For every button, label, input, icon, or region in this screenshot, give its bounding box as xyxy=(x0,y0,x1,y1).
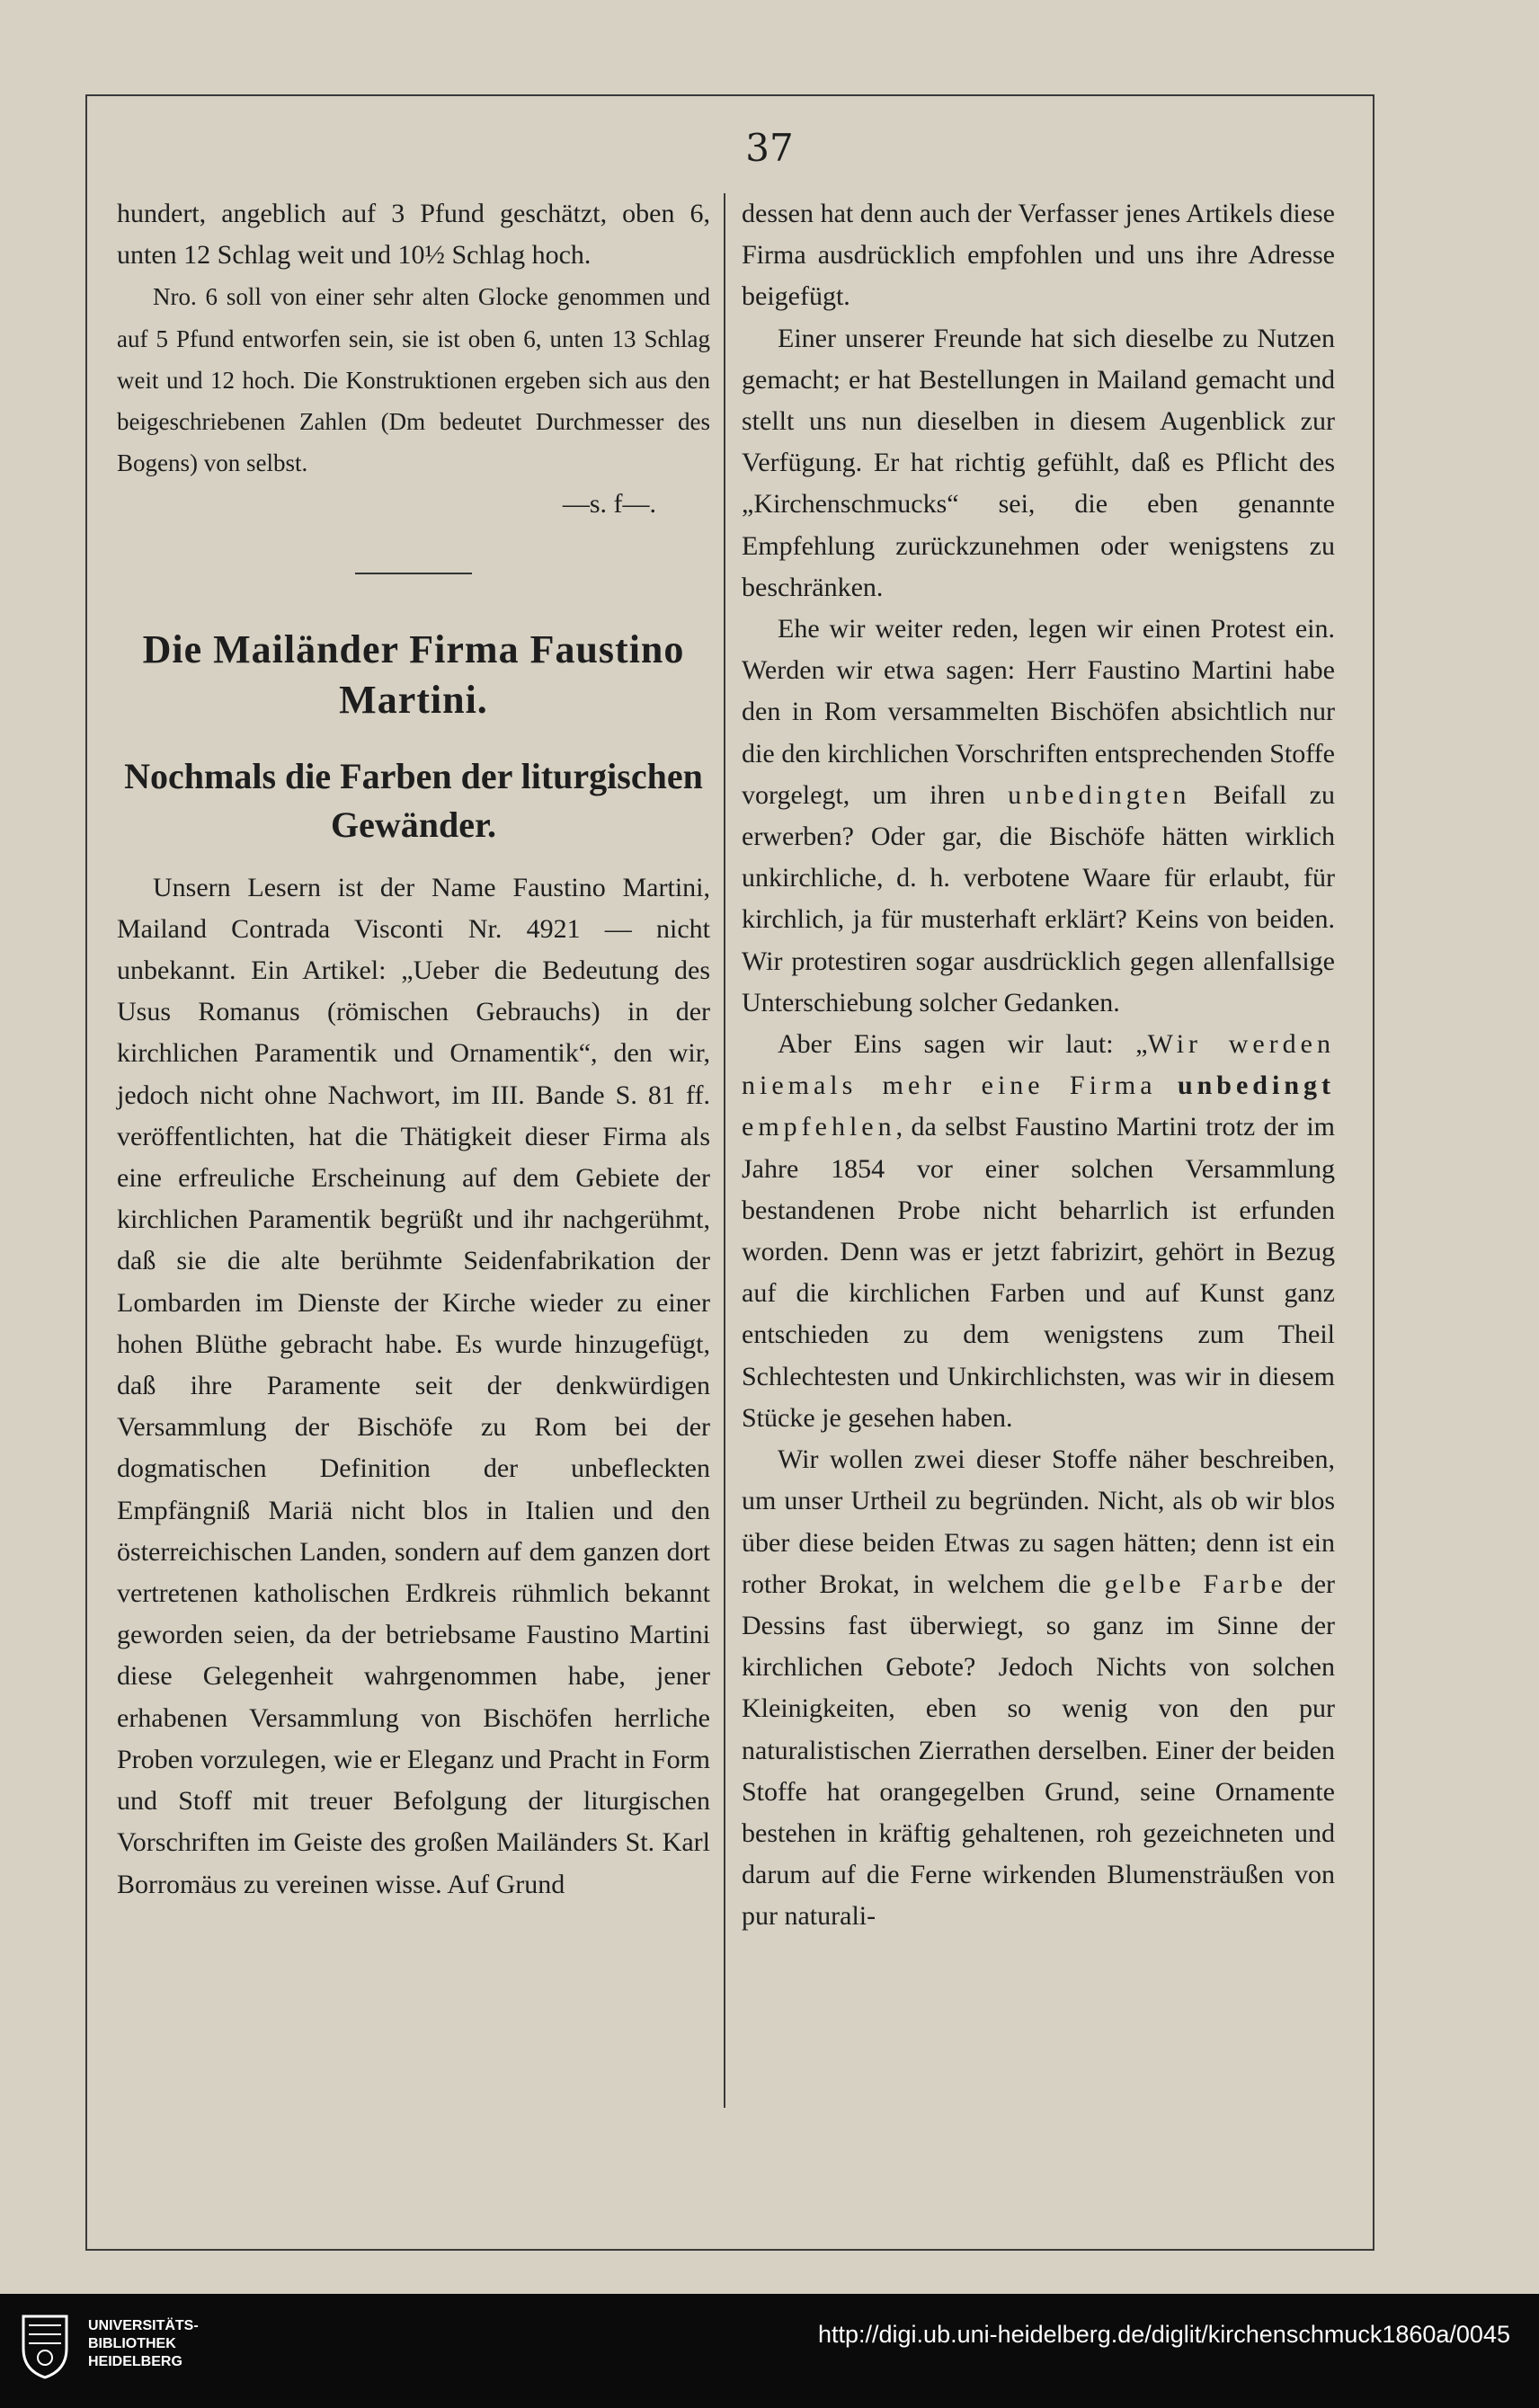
right-paragraph-3 xyxy=(742,609,1335,1024)
section-divider xyxy=(355,573,472,574)
p4-spaced-phrase: Wir werden niemals mehr eine Firma xyxy=(742,1029,1335,1101)
library-name-line-1: UNIVERSITÄTS- xyxy=(88,2318,199,2333)
right-paragraph-1: dessen hat denn auch der Verfasser jenes Artikels diese Firma ausdrücklich empfohlen und uns ihre Adresse beigefügt. xyxy=(742,199,1335,312)
left-paragraph-1: hundert, angeblich auf 3 Pfund geschätzt, oben 6, unten 12 Schlag weit und 10½ Schlag hoch. xyxy=(117,199,710,271)
signature: —s. f—. xyxy=(562,489,656,520)
p4-text-a: Aber Eins sagen wir laut: „ xyxy=(778,1029,1148,1060)
right-paragraph-2: Einer unserer Freunde hat sich dieselbe zu Nutzen gemacht; er hat Bestellungen in Mailand gemacht und stellt uns nun dieselben in diesem Augenblick zur Verfügung. Er hat richtig gefühlt, daß es Pflicht des „Kirchenschmucks“ sei, die eben genannte Empfehlung zurückzunehmen oder wenigstens zu beschränken. xyxy=(742,323,1335,602)
library-seal-icon xyxy=(20,2313,70,2379)
p4-spaced-word: empfehlen xyxy=(742,1112,896,1142)
article-heading: Die Mailänder Firma Faustino Martini. xyxy=(142,626,685,722)
source-url-link[interactable]: http://digi.ub.uni-heidelberg.de/diglit/kirchenschmuck1860a/0045 xyxy=(817,2321,1510,2348)
right-paragraph-4 xyxy=(742,1024,1335,1439)
p5-text-a: Wir wollen zwei dieser Stoffe näher beschreiben, um unser Urtheil zu begründen. Nicht, als ob wir blos über diese beiden Etwas zu sagen hätten; denn ist ein rother Brokat, in welchem die xyxy=(742,1444,1335,1599)
p5-spaced-phrase: gelbe Farbe xyxy=(1104,1568,1287,1599)
left-paragraph-2: Unsern Lesern ist der Name Faustino Martini, Mailand Contrada Visconti Nr. 4921 — nicht unbekannt. Ein Artikel: „Ueber die Bedeutung des Usus Romanus (römischen Gebrauchs) in der kirchlichen Paramentik und Ornamentik“, den wir, jedoch nicht ohne Nachwort, im III. Bande S. 81 ff. veröffentlichten, hat die Thätigkeit dieser Firma als eine erfreuliche Erscheinung auf dem Gebiete der kirchlichen Paramentik begrüßt und ihr nachgerühmt, daß sie die alte berühmte Seidenfabrikation der Lombarden im Dienste der Kirche wieder zu einer hohen Blüthe gebracht habe. Es wurde hinzugefügt, daß ihre Paramente seit der denkwürdigen Versammlung der Bischöfe zu Rom bei der dogmatischen Definition der unbefleckten Empfängniß Mariä nicht blos in Italien und den österreichischen Landen, sondern auf dem ganzen dort vertretenen katholischen Erdkreis rühmlich bekannt geworden seien, da der betriebsame Faustino Martini diese Gelegenheit wahrgenommen habe, jener erhabenen Versammlung von Bischöfen herrliche Proben vorzulegen, wie er Eleganz und Pracht in Form und Stoff mit treuer Befolgung der liturgischen Vorschriften im Geiste des großen Mailänders St. Karl Borromäus zu vereinen wisse. Auf Grund xyxy=(117,872,710,1899)
left-column xyxy=(117,193,710,1906)
article-subheading: Nochmals die Farben der liturgischen Gewänder. xyxy=(124,755,703,845)
library-name-line-3: HEIDELBERG xyxy=(88,2354,182,2369)
right-column xyxy=(742,193,1335,1938)
p4-bold-word: unbedingt xyxy=(1177,1071,1336,1101)
column-divider xyxy=(724,193,725,2108)
page-number: 37 xyxy=(745,126,794,170)
p3-text-a: Ehe wir weiter reden, legen wir einen Protest ein. Werden wir etwa sagen: Herr Faustino Martini habe den in Rom versammelten Bischöfen absichtlich nur die den kirchlichen Vorschriften entsprechenden Stoffe vorgelegt, um ihren xyxy=(742,614,1335,810)
footnote-paragraph: Nro. 6 soll von einer sehr alten Glocke genommen und auf 5 Pfund entworfen sein, sie ist oben 6, unten 13 Schlag weit und 12 hoch. Die Konstruktionen ergeben sich aus den beigeschriebenen Zahlen (Dm bedeutet Durchmesser des Bogens) von selbst. xyxy=(117,283,710,477)
right-paragraph-5 xyxy=(742,1439,1335,1937)
p3-text-b: Beifall zu erwerben? Oder gar, die Bischöfe hätten wirklich unkirchliche, d. h. verbotene Waare für erlaubt, für kirchlich, ja für musterhaft erklärt? Keins von beiden. Wir protestiren sogar ausdrücklich gegen allenfallsige Unterschiebung solcher Gedanken. xyxy=(742,779,1335,1017)
p5-text-b: der Dessins fast überwiegt, so ganz im Sinne der kirchlichen Gebote? Jedoch Nichts von solchen Kleinigkeiten, eben so wenig von den pur naturalistischen Zierrathen derselben. Einer der beiden Stoffe hat orangegelben Grund, seine Ornamente bestehen in kräftig gehaltenen, roh gezeichneten und darum auf die Ferne wirkenden Blumensträußen von pur naturali- xyxy=(742,1568,1335,1932)
library-name-line-2: BIBLIOTHEK xyxy=(88,2336,176,2351)
p4-text-b: , da selbst Faustino Martini trotz der im Jahre 1854 vor einer solchen Versammlung bestandenen Probe nicht beharrlich ist erfunden worden. Denn was er jetzt fabrizirt, gehört in Bezug auf die kirchlichen Farben und auf Kunst ganz entschieden zu dem wenigstens zum Theil Schlechtesten und Unkirchlichsten, was wir in diesem Stücke je gesehen haben. xyxy=(742,1112,1335,1433)
p3-spaced-word: unbedingten xyxy=(1008,779,1191,810)
library-name xyxy=(88,2317,304,2371)
